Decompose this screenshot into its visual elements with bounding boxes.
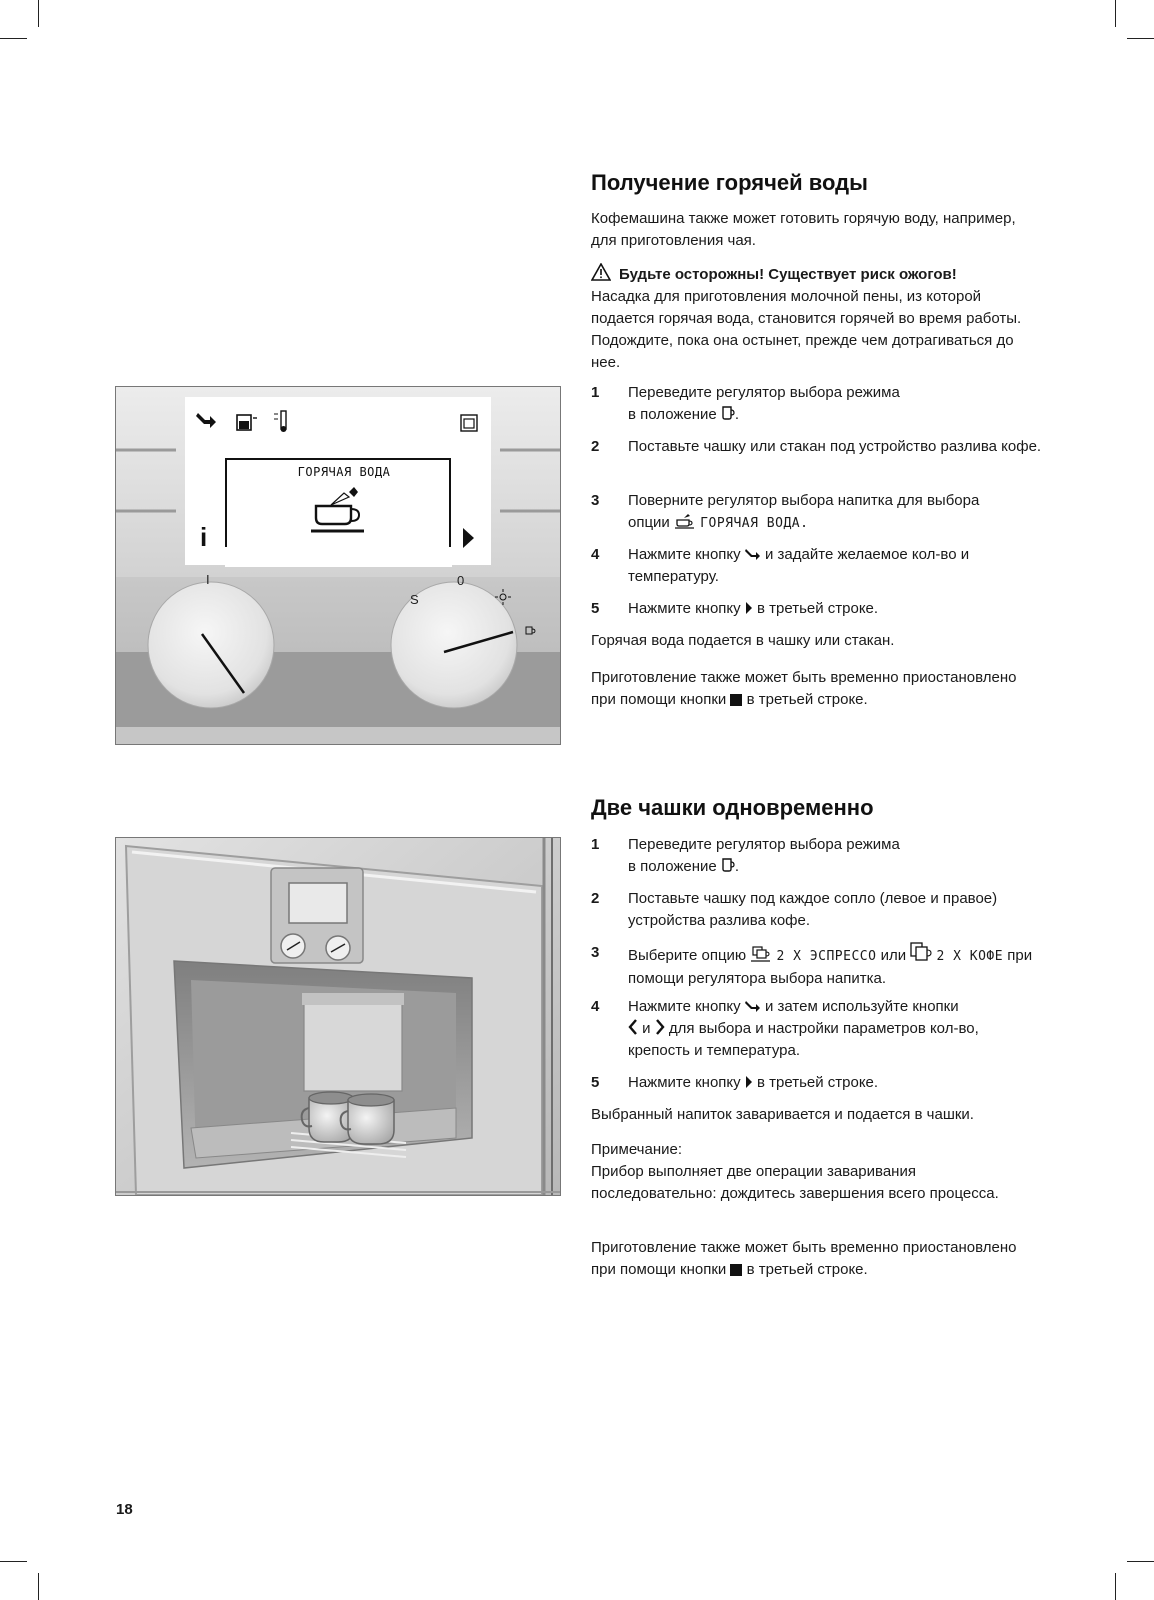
double-espresso-icon <box>750 946 772 962</box>
step-text: для выбора и настройки параметров кол-во, крепость и температура. <box>628 1020 979 1059</box>
chevron-right-icon <box>655 1019 665 1035</box>
pause-text: Приготовление также может быть временно приостановлено при помощи кнопки <box>591 669 1017 708</box>
pause-text: Приготовление также может быть временно приостановлено при помощи кнопки <box>591 1239 1017 1278</box>
step-text: в положение <box>628 406 717 423</box>
step-text: в положение <box>628 858 717 875</box>
crop-mark <box>38 0 39 27</box>
note-label: Примечание: <box>591 1141 682 1158</box>
info-button-glyph[interactable]: i <box>200 522 208 552</box>
step-text: Выберите опцию <box>628 947 747 964</box>
crop-mark <box>0 38 27 39</box>
step-text: и затем используйте кнопки <box>765 998 959 1015</box>
chevron-left-icon <box>628 1019 638 1035</box>
play-triangle-icon <box>745 1075 753 1089</box>
stop-square-icon <box>730 1264 742 1276</box>
control-panel-illustration <box>116 387 560 744</box>
warning-title: Будьте осторожны! Существует риск ожогов! <box>619 266 957 283</box>
crop-mark <box>38 1573 39 1600</box>
pause-note <box>591 667 1041 711</box>
warning-block <box>591 263 1041 374</box>
pause-text: в третьей строке. <box>746 1261 868 1278</box>
note-text: Прибор выполняет две операции заваривания последовательно: дождитесь завершения всего процесса. <box>591 1163 999 1202</box>
pause-text: в третьей строке. <box>746 691 868 708</box>
left-knob-mark: I <box>206 572 210 587</box>
pause-note <box>591 1237 1041 1281</box>
step-text: . <box>734 406 740 423</box>
step-number: 3 <box>591 944 600 961</box>
play-triangle-icon <box>745 601 753 615</box>
right-knob-mark-0: 0 <box>457 573 465 588</box>
step-text: в третьей строке. <box>757 1074 879 1091</box>
step-text: Нажмите кнопку <box>628 546 741 563</box>
coffee-machine-figure <box>115 837 561 1196</box>
step-text: . <box>734 858 740 875</box>
step-number: 1 <box>591 384 600 401</box>
enter-arrow-icon <box>745 547 761 561</box>
display-title: ГОРЯЧАЯ ВОДА <box>297 465 391 479</box>
result-text: Горячая вода подается в чашку или стакан. <box>591 632 895 649</box>
step-number: 2 <box>591 890 600 907</box>
step-text: Переведите регулятор выбора режима <box>628 836 900 853</box>
step-text: или <box>880 947 907 964</box>
step-text: Поверните регулятор выбора напитка для выбора <box>628 492 980 509</box>
coffee-machine-illustration <box>116 838 560 1195</box>
step-text: Поставьте чашку или стакан под устройство разлива кофе. <box>628 438 1042 455</box>
control-panel-figure <box>115 386 561 745</box>
crop-mark <box>1127 38 1154 39</box>
crop-mark <box>1115 1573 1116 1600</box>
step-number: 4 <box>591 998 600 1015</box>
step-number: 5 <box>591 1074 600 1091</box>
cup-mode-icon <box>721 857 735 873</box>
step-text: опции <box>628 514 670 531</box>
step-text: в третьей строке. <box>757 600 879 617</box>
step-number: 3 <box>591 492 600 509</box>
step-number: 4 <box>591 546 600 563</box>
step-number: 5 <box>591 600 600 617</box>
intro-paragraph: Кофемашина также может готовить горячую воду, например, для приготовления чая. <box>591 210 1016 249</box>
option-2x-espresso: 2 Х ЭСПРЕССО <box>776 949 877 964</box>
note-block <box>591 1139 1041 1205</box>
crop-mark <box>0 1561 27 1562</box>
cup-mode-icon <box>721 405 735 421</box>
step-text: и задайте желаемое кол-во и температуру. <box>628 546 970 585</box>
step-text: Переведите регулятор выбора режима <box>628 384 900 401</box>
step-text: Нажмите кнопку <box>628 1074 741 1091</box>
option-hot-water: ГОРЯЧАЯ ВОДА. <box>700 516 809 531</box>
step-number: 2 <box>591 438 600 455</box>
double-coffee-icon <box>910 942 932 962</box>
step-text: Поставьте чашку под каждое сопло (левое и правое) устройства разлива кофе. <box>628 890 998 929</box>
right-knob-mark-s: S <box>410 592 419 607</box>
tea-cup-icon <box>674 513 696 529</box>
step-text: Нажмите кнопку <box>628 600 741 617</box>
warning-icon <box>591 263 611 281</box>
section-heading-two-cups: Две чашки одновременно <box>591 795 874 820</box>
step-text: и <box>642 1020 651 1037</box>
option-2x-coffee: 2 Х КОФЕ <box>936 949 1004 964</box>
result-text: Выбранный напиток заваривается и подается в чашки. <box>591 1106 974 1123</box>
section-heading-hot-water: Получение горячей воды <box>591 170 868 195</box>
warning-text: Насадка для приготовления молочной пены, из которой подается горячая вода, становится горячей во время работы. Подождите, пока она остынет, прежде чем дотрагиваться до нее. <box>591 288 1022 371</box>
step-number: 1 <box>591 836 600 853</box>
step-text: при помощи регулятора выбора напитка. <box>628 947 1033 987</box>
crop-mark <box>1127 1561 1154 1562</box>
step-text: Нажмите кнопку <box>628 998 741 1015</box>
enter-arrow-icon <box>745 999 761 1013</box>
page-number: 18 <box>116 1501 133 1518</box>
stop-square-icon <box>730 694 742 706</box>
crop-mark <box>1115 0 1116 27</box>
